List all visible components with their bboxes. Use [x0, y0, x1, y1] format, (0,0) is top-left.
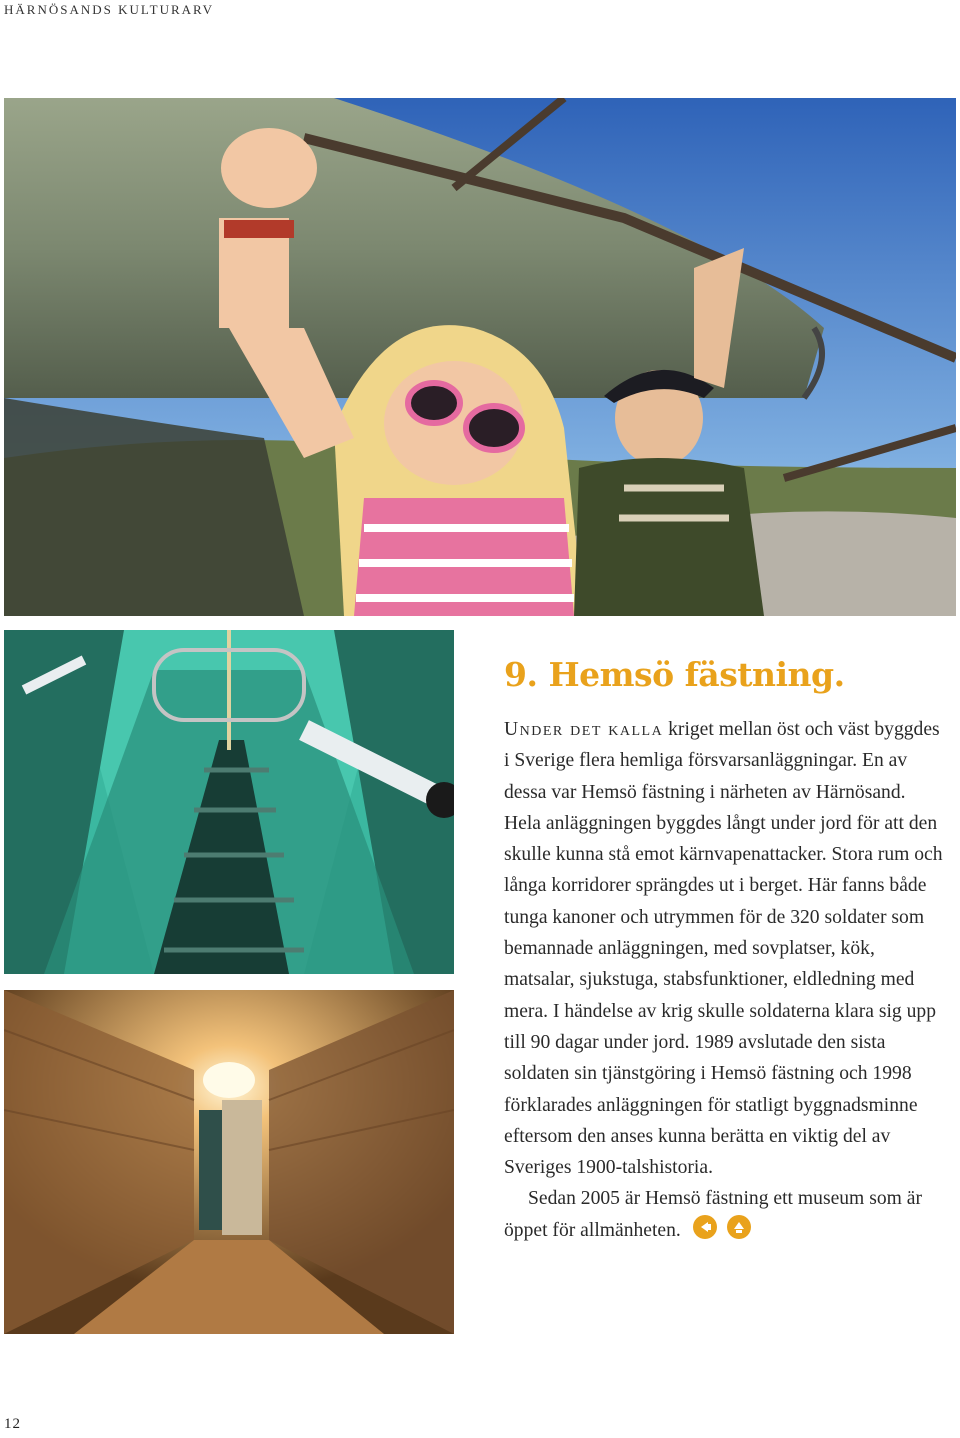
tunnel-shaft-photo: [4, 630, 454, 974]
arrow-up-icon[interactable]: [727, 1215, 751, 1239]
article-paragraph-1: [504, 714, 944, 1183]
paragraph-2-text: Sedan 2005 är Hemsö fästning ett museum som är öppet för allmänheten.: [504, 1188, 922, 1241]
article-title: 9. Hemsö fästning.: [504, 655, 845, 694]
page-number: 12: [4, 1416, 21, 1432]
article: [504, 655, 944, 1246]
paragraph-1-text: kriget mellan öst och väst byggdes i Sverige flera hemliga försvarsanläggningar. En av dessa var Hemsö fästning i närheten av Härnösand. Hela anläggningen byggdes långt under jord för att den skulle kunna stå emot kärnvapenattacker. Stora rum och långa korridorer sprängdes ut i berget. Här fanns både tunga kanoner och utrymmen för de 320 soldater som bemannade anläggningen, med sovplatser, kök, matsalar, sjukstuga, stabsfunktioner, eldledning med mera. I händelse av krig skulle soldaterna klara sig upp till 90 dagar under jord. 1989 avslutade den sista soldaten sin tjänstgöring i Hemsö fästning och 1998 förklarades anläggningen för statligt byggnadsminne eftersom den anses kunna berätta en viktig del av Sveriges 1900-talshistoria.: [504, 719, 943, 1179]
arrow-left-icon[interactable]: [693, 1215, 717, 1239]
nav-icons: [693, 1215, 751, 1239]
article-paragraph-2: [504, 1183, 944, 1246]
children-cannon-photo: [4, 98, 956, 616]
lead-smallcaps: Under det kalla: [504, 719, 664, 740]
running-head: HÄRNÖSANDS KULTURARV: [4, 2, 215, 17]
concrete-corridor-photo: [4, 990, 454, 1334]
